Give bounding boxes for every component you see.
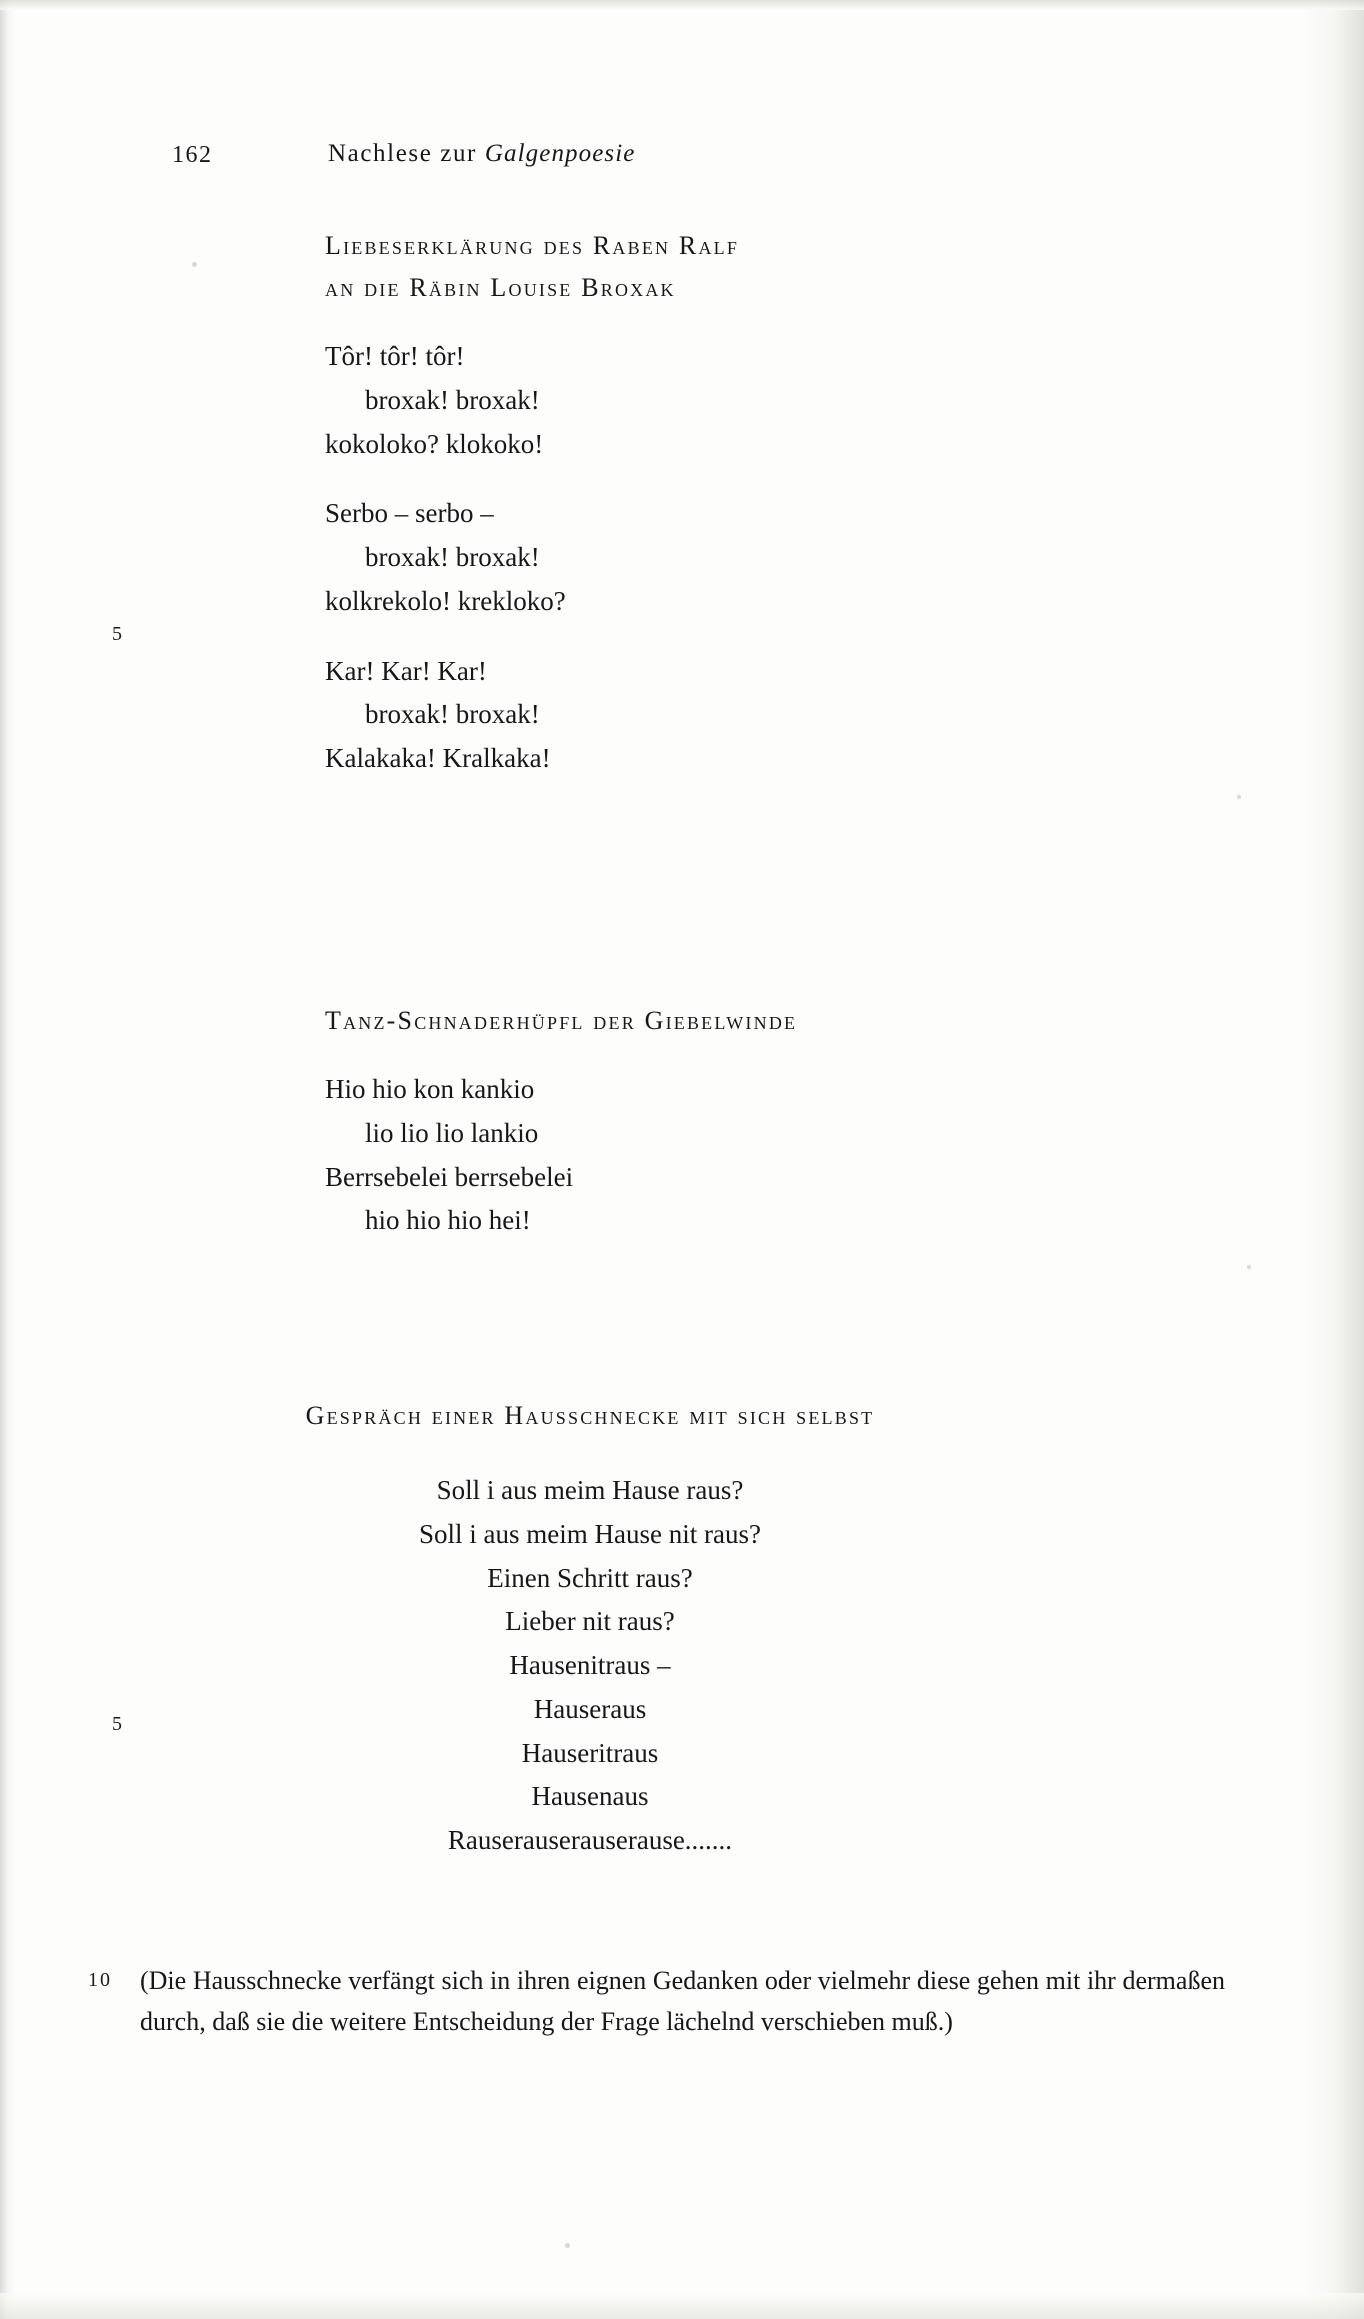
verse-line: Hausenitraus – (509, 1650, 671, 1681)
line-number-5: 5 (112, 1713, 124, 1735)
scan-speck (565, 2243, 570, 2248)
verse-line: hio hio hio hei! (365, 1205, 531, 1236)
verse-line: broxak! broxak! (365, 384, 540, 415)
poem-note-prose: (Die Hausschnecke verfängt sich in ihren eignen Gedanken oder vielmehr diese gehen mit ihr dermaßen durch, daß sie die weitere Entscheidung der Frage lächelnd verschieben muß.) (140, 1966, 1225, 2037)
page-edge-top (0, 0, 1364, 10)
verse-line: Hio hio kon kankio (325, 1074, 535, 1105)
verse-line: Rauserauserauserause....... (447, 1824, 733, 1855)
verse-line: Berrsebelei berrsebelei (325, 1161, 574, 1192)
page-edge-bottom (0, 2293, 1364, 2319)
verse-line: lio lio lio lankio (365, 1117, 539, 1148)
verse-line: Hauseritraus (521, 1737, 659, 1768)
verse-line: Kar! Kar! Kar! (325, 655, 487, 686)
verse-line: Serbo – serbo – (325, 498, 494, 529)
verse-line: kolkrekolo! krekloko? (325, 585, 566, 616)
verse-line: Soll i aus meim Hause raus? (436, 1475, 744, 1506)
verse-line: broxak! broxak! (365, 699, 540, 730)
scan-speck (1237, 795, 1241, 799)
poem-title-line-1: Gespräch einer Hausschnecke mit sich selbst (305, 1401, 875, 1430)
verse-line: Einen Schritt raus? (487, 1562, 693, 1593)
running-head-title (328, 140, 636, 168)
page-edge-right (1304, 0, 1364, 2319)
stanza (325, 492, 1225, 623)
page-folio: 162 (172, 142, 213, 168)
verse-line: Hausenaus (531, 1781, 649, 1812)
verse-line: Kalakaka! Kralkaka! (325, 743, 551, 774)
stanza (325, 650, 1225, 781)
line-number-5: 5 (112, 623, 124, 645)
verse-line: kokoloko? klokoko! (325, 428, 544, 459)
running-head-italic: Galgenpoesie (484, 140, 636, 167)
line-number-10: 10 (88, 1969, 112, 1991)
verse-line: Hauseraus (533, 1693, 647, 1724)
page-edge-left (0, 0, 14, 2319)
verse-line: Soll i aus meim Hause nit raus? (419, 1518, 761, 1549)
scan-speck (1247, 1265, 1251, 1269)
poem-title-line-1: Tanz-Schnaderhüpfl der Giebelwinde (325, 1006, 798, 1035)
stanza (325, 335, 1225, 466)
verse-line: broxak! broxak! (365, 542, 540, 573)
scan-speck (192, 262, 197, 267)
poem-title-line-1: Liebeserklärung des Raben Ralf (325, 231, 740, 260)
stanza (325, 1068, 1225, 1243)
poem-title-line-2: an die Räbin Louise Broxak (325, 273, 676, 303)
verse-line: Lieber nit raus? (505, 1606, 675, 1637)
running-head-plain: Nachlese zur (328, 140, 485, 167)
verse-line: Tôr! tôr! tôr! (325, 341, 465, 372)
stanza (160, 1469, 1020, 1863)
